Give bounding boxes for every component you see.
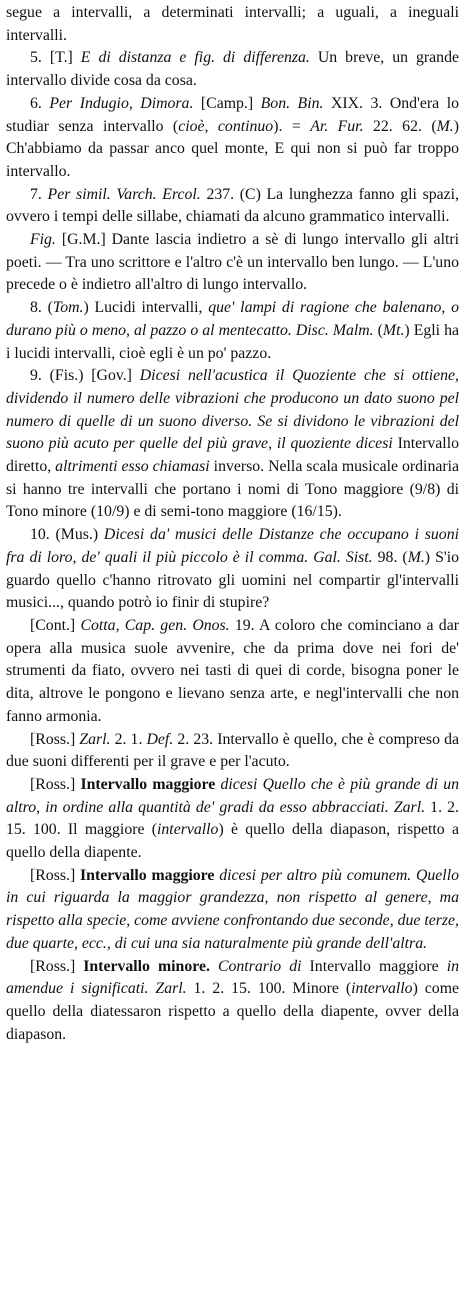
headword-text: Intervallo maggiore xyxy=(80,866,215,884)
italic-text: M. xyxy=(407,548,425,566)
text-run: [Camp.] xyxy=(193,94,261,112)
italic-text: Ar. Fur. xyxy=(310,117,364,135)
text-run: 5. [T.] xyxy=(30,49,81,67)
italic-text: Zarl. xyxy=(79,730,111,748)
text-run: 22. 62. ( xyxy=(363,117,437,135)
italic-text: Bon. Bin. xyxy=(260,94,324,112)
italic-text: Dicesi nell'acustica il Quoziente che si ottiene, dividendo il numero delle vibrazioni che producono un dato suono pel numero di quelle di un suono diverso. Se si dividono le vibrazioni del suono più acuto per quelle del più grave, il quoziente dicesi xyxy=(6,367,459,453)
italic-text: intervallo xyxy=(157,821,219,839)
entry-paragraph xyxy=(6,184,459,229)
text-run: inverso. Nella scala musicale ordinaria si hanno tre intervalli che portano i nomi di Tono maggiore (9/8) di Tono minore (10/9) e di semi-tono maggiore (16/15). xyxy=(6,458,460,521)
text-run: [Ross.] xyxy=(30,957,84,975)
text-run: 2. 23. Intervallo è quello, che è compreso da due suoni differenti per il grave e per l'acuto. xyxy=(6,730,459,771)
text-run: Intervallo diretto, xyxy=(6,435,459,476)
text-run: XIX. 3. Ond'era lo studiar senza intervallo ( xyxy=(6,94,459,135)
italic-text: Mt. xyxy=(382,321,405,339)
entry-paragraph xyxy=(6,93,459,184)
italic-text: Def. xyxy=(146,730,174,748)
text-run: 10. (Mus.) xyxy=(30,526,104,544)
text-run: [G.M.] Dante lascia indietro a sè di lungo intervallo gli altri poeti. — Tra uno scrittore e l'altro c'è un intervallo ben lungo. — L'uno precede o è indietro all'altro di lungo intervallo. xyxy=(6,231,459,294)
text-run: ) Egli ha i lucidi intervalli, cioè egli è un po' pazzo. xyxy=(6,321,459,362)
entry-paragraph xyxy=(6,524,459,615)
italic-text: dicesi Quello che è più grande di un altro, in ordine alla quantità de' gradi da esso abbracciati. Zarl. xyxy=(6,775,459,816)
entry-paragraph xyxy=(6,2,459,47)
text-run: 1. 2. 15. 100. Minore ( xyxy=(186,980,352,998)
italic-text: Contrario di xyxy=(217,957,302,975)
text-run: ) Lucidi intervalli, xyxy=(83,299,209,317)
headword-text: Intervallo minore. xyxy=(83,957,210,975)
headword-text: Intervallo maggiore xyxy=(80,775,216,793)
text-run: Un breve, un grande intervallo divide cosa da cosa. xyxy=(6,49,459,90)
entry-paragraph xyxy=(6,729,459,774)
text-run: 98. ( xyxy=(372,548,408,566)
italic-text: E di distanza e fig. di differenza. xyxy=(80,49,310,67)
italic-text: cioè, continuo xyxy=(178,117,274,135)
entry-paragraph xyxy=(6,47,459,92)
italic-text: Per simil. Varch. Ercol. xyxy=(47,185,201,203)
text-run: 2. 1. xyxy=(110,730,147,748)
text-run: ). = xyxy=(273,117,311,135)
text-run: 237. (C) La lunghezza fanno gli spazi, ovvero i tempi delle sillabe, chiamati da alcuno grammatico intervalli. xyxy=(6,185,460,226)
text-run: 19. A coloro che cominciano a dar opera alla musica suole avvenire, che da prima dove nei fori de' strumenti da fiato, ovvero nei tasti di quei di corde, bisogna poner le dita, altrove le pongono e lievano senza arte, e negl'intervalli che non fanno armonia. xyxy=(6,616,459,725)
entry-paragraph xyxy=(6,615,459,729)
italic-text: Cotta, Cap. gen. Onos. xyxy=(80,616,230,634)
entry-paragraph xyxy=(6,774,459,865)
text-run: ( xyxy=(373,321,383,339)
text-run: Intervallo maggiore xyxy=(301,957,447,975)
italic-text: Fig. xyxy=(30,231,56,249)
text-run: 1. 2. 15. 100. Il maggiore ( xyxy=(6,798,460,839)
text-run: [Ross.] xyxy=(30,866,81,884)
italic-text: Dicesi da' musici delle Distanze che occupano i suoni fra di loro, de' quali il più piccolo è il comma. Gal. Sist. xyxy=(6,526,459,566)
text-run: 6. xyxy=(30,94,50,112)
text-run: 7. xyxy=(30,185,48,203)
italic-text: M. xyxy=(436,117,454,135)
text-run: segue a intervalli, a determinati intervalli; a uguali, a ineguali intervalli. xyxy=(6,4,459,44)
text-run xyxy=(210,958,218,975)
entry-paragraph xyxy=(6,229,459,297)
text-run: 8. ( xyxy=(30,299,53,317)
text-run: [Cont.] xyxy=(30,616,81,634)
text-run: ) S'io guardo quello c'hanno ritrovato gli uomini nel compartir gl'intervalli musici..., quando potrò io finir di stupire? xyxy=(6,548,459,612)
italic-text: Tom. xyxy=(52,299,84,317)
text-run: [Ross.] xyxy=(30,775,81,793)
italic-text: in amendue i significati. Zarl. xyxy=(6,957,459,998)
entry-paragraph xyxy=(6,956,459,1047)
entry-paragraph xyxy=(6,865,459,956)
italic-text: Per Indugio, Dimora. xyxy=(49,94,194,112)
italic-text: intervallo xyxy=(351,980,413,998)
entry-paragraph xyxy=(6,365,459,524)
italic-text: dicesi per altro più comunem. Quello in cui riguarda la maggior grandezza, non rispetto al genere, ma rispetto alla specie, come avviene confrontando due seconde, due terze, due quarte, ecc., di cui una sia naturalmente più grande dell'altra. xyxy=(6,866,460,952)
italic-text: que' lampi di ragione che balenano, o durano più o meno, al pazzo o al mentecatto. Disc. Malm. xyxy=(6,299,459,339)
italic-text: altrimenti esso chiamasi xyxy=(55,458,210,476)
text-run: ) è quello della diapason, rispetto a quello della diapente. xyxy=(6,821,459,862)
text-run: [Ross.] xyxy=(30,730,80,748)
text-run: 9. (Fis.) [Gov.] xyxy=(30,367,140,385)
text-run: ) come quello della diatessaron rispetto a quello della diapente, ovver della diapason. xyxy=(6,980,459,1043)
text-run: ) Ch'abbiamo da passar anco quel monte, E qui non si può far troppo intervallo. xyxy=(6,117,459,180)
entry-paragraph xyxy=(6,297,459,365)
